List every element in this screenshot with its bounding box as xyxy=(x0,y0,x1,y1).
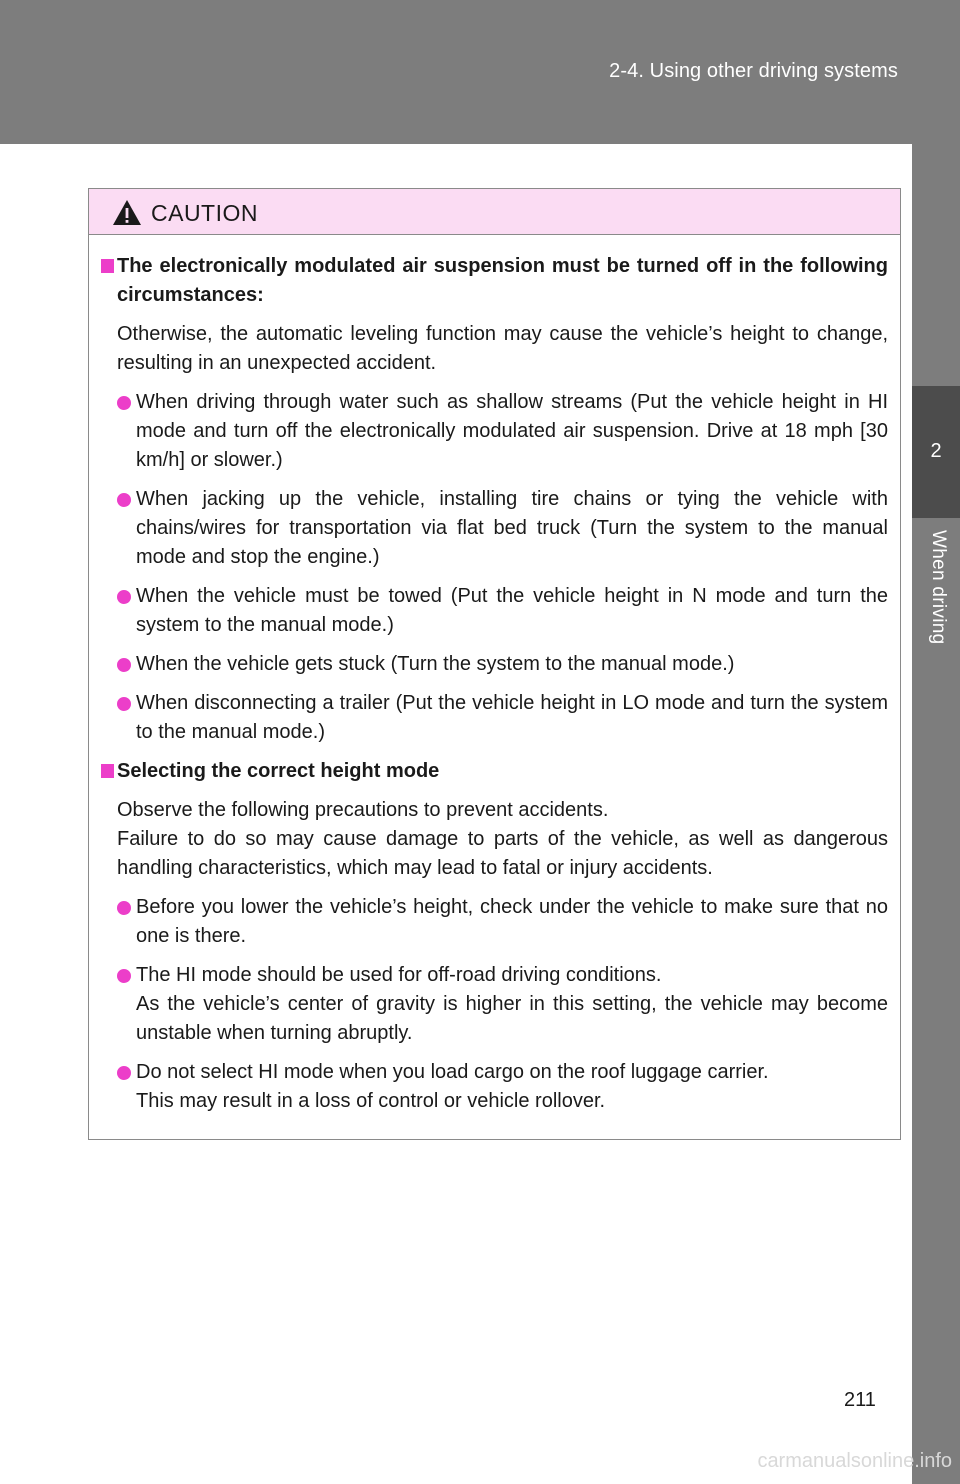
side-tab-number: 2 xyxy=(930,440,942,462)
section-air-suspension-off xyxy=(101,252,888,747)
list-item xyxy=(117,650,888,679)
paragraph xyxy=(117,796,888,883)
list-item-text: When jacking up the vehicle, installing tire chains or tying the vehicle with chains/wires for transportation via flat bed truck (Turn the system to the manual mode and stop the engine.) xyxy=(136,488,888,568)
caution-title: CAUTION xyxy=(151,200,258,226)
round-bullet-icon xyxy=(117,658,131,672)
paragraph-line: Failure to do so may cause damage to parts of the vehicle, as well as dangerous handling characteristics, which may lead to fatal or injury accidents. xyxy=(117,828,888,879)
page-number: 211 xyxy=(844,1389,876,1411)
list-item-text: When disconnecting a trailer (Put the vehicle height in LO mode and turn the system to the manual mode.) xyxy=(136,692,888,743)
caution-body xyxy=(89,235,900,1116)
round-bullet-icon xyxy=(117,493,131,507)
paragraph-line: Observe the following precautions to prevent accidents. xyxy=(117,799,609,821)
round-bullet-icon xyxy=(117,590,131,604)
list-item xyxy=(117,582,888,640)
list-item-text: When the vehicle gets stuck (Turn the system to the manual mode.) xyxy=(136,653,735,675)
square-bullet-icon xyxy=(101,764,114,778)
section-height-mode xyxy=(101,757,888,1116)
square-bullet-icon xyxy=(101,259,114,273)
round-bullet-icon xyxy=(117,1066,131,1080)
caution-header xyxy=(89,189,900,235)
side-tab-label: When driving xyxy=(928,530,949,645)
list-item xyxy=(117,689,888,747)
section-title: 2-4. Using other driving systems xyxy=(609,60,898,82)
list-item-text: Before you lower the vehicle’s height, check under the vehicle to make sure that no one is there. xyxy=(136,896,888,947)
list-item-text: Do not select HI mode when you load cargo on the roof luggage carrier. xyxy=(136,1061,769,1083)
watermark: carmanualsonline.info xyxy=(757,1450,952,1472)
list-item-text: The HI mode should be used for off-road driving conditions. xyxy=(136,964,662,986)
list-item-text: When the vehicle must be towed (Put the vehicle height in N mode and turn the system to the manual mode.) xyxy=(136,585,888,636)
caution-box xyxy=(88,188,901,1140)
round-bullet-icon xyxy=(117,969,131,983)
round-bullet-icon xyxy=(117,901,131,915)
list-item xyxy=(117,893,888,951)
round-bullet-icon xyxy=(117,396,131,410)
warning-icon xyxy=(112,199,142,226)
list-item xyxy=(117,961,888,1048)
list-item-text: As the vehicle’s center of gravity is higher in this setting, the vehicle may become unstable when turning abruptly. xyxy=(136,993,888,1044)
list-item xyxy=(117,485,888,572)
list-item xyxy=(117,388,888,475)
section-title-air-suspension: The electronically modulated air suspension must be turned off in the following circumstances: xyxy=(117,255,888,306)
paragraph: Otherwise, the automatic leveling function may cause the vehicle’s height to change, resulting in an unexpected accident. xyxy=(117,323,888,374)
round-bullet-icon xyxy=(117,697,131,711)
list-item xyxy=(117,1058,888,1116)
side-tab xyxy=(912,144,960,1484)
section-title-height-mode: Selecting the correct height mode xyxy=(117,760,440,782)
list-item-text: When driving through water such as shallow streams (Put the vehicle height in HI mode and turn off the electronically modulated air suspension. Drive at 18 mph [30 km/h] or slower.) xyxy=(136,391,888,471)
header-band xyxy=(0,0,960,144)
list-item-text: This may result in a loss of control or vehicle rollover. xyxy=(136,1090,606,1112)
